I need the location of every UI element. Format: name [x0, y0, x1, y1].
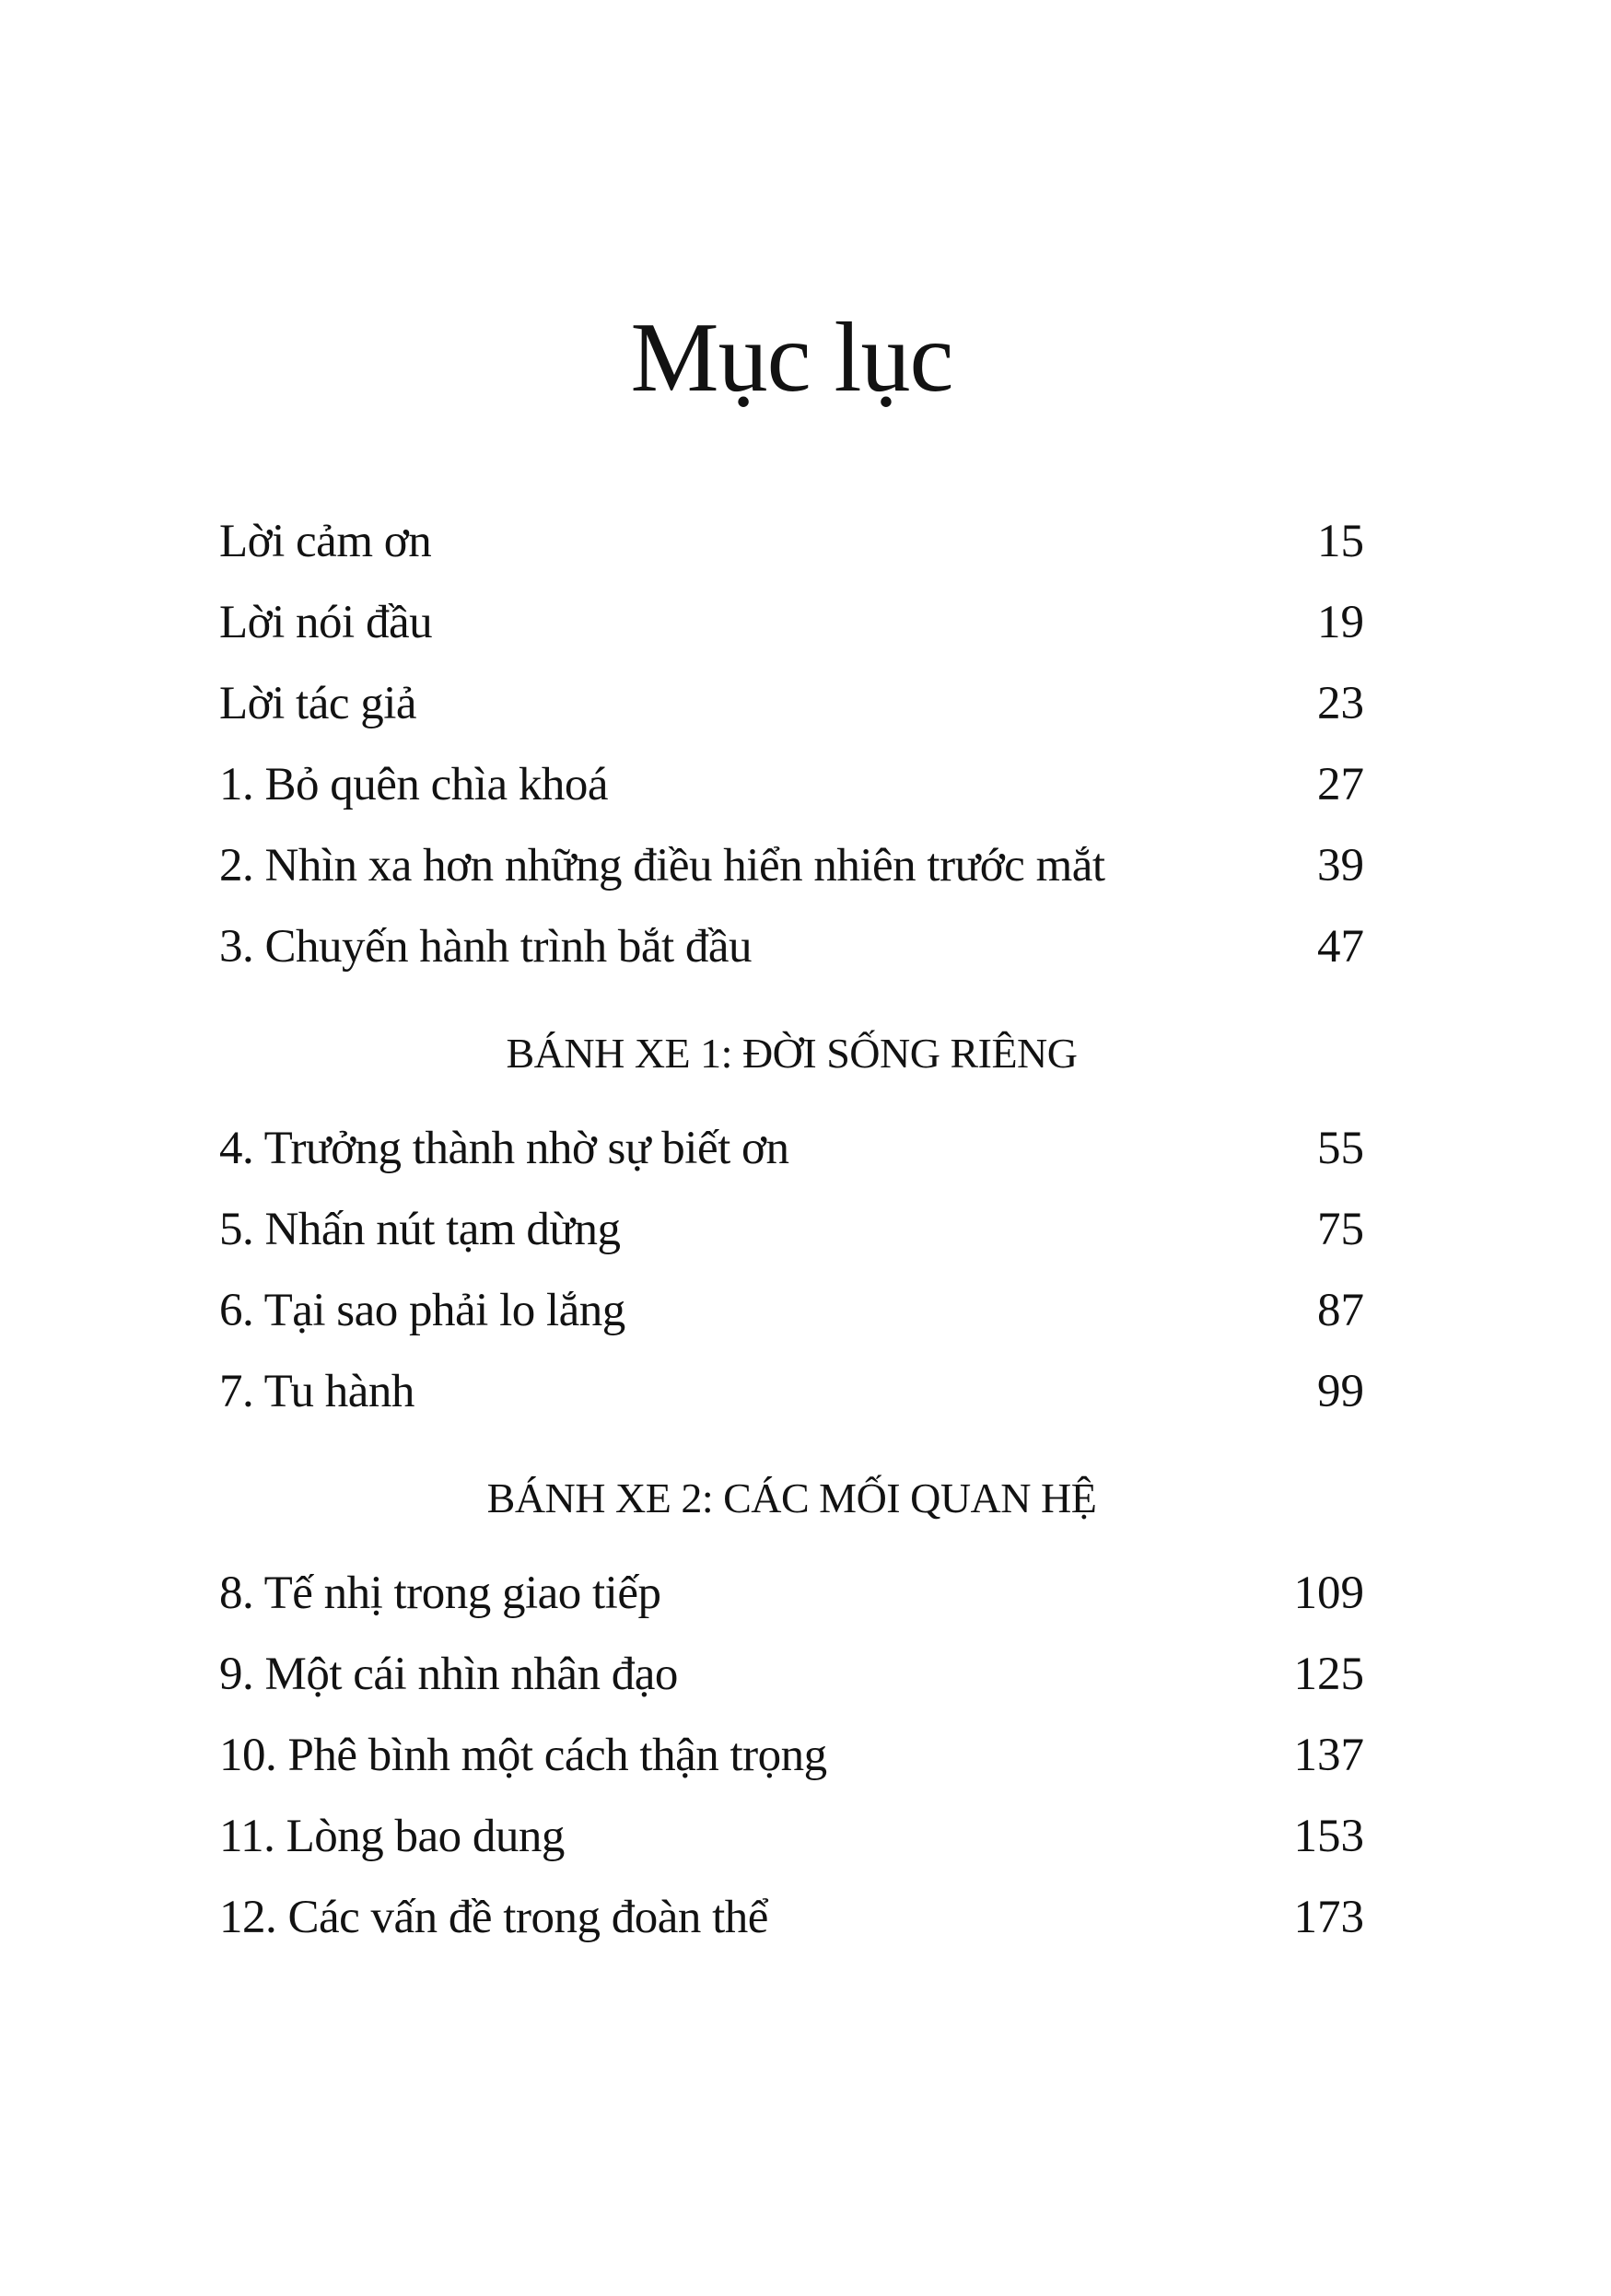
toc-entry — [219, 1367, 1364, 1417]
toc-entry — [219, 1893, 1364, 1943]
toc-entry-page-number: 75 — [1317, 1204, 1364, 1256]
toc-entry-label: 5. Nhấn nút tạm dừng — [219, 1204, 621, 1256]
toc-entry-page-number: 109 — [1293, 1567, 1364, 1619]
toc-entry-label: 1. Bỏ quên chìa khoá — [219, 759, 608, 811]
toc-entry — [219, 517, 1364, 567]
toc-entry-page-number: 87 — [1317, 1285, 1364, 1337]
toc-entry-page-number: 55 — [1317, 1122, 1364, 1174]
toc-entry-page-number: 23 — [1317, 677, 1364, 729]
toc-entry — [219, 922, 1364, 973]
toc-entry-page-number: 173 — [1293, 1892, 1364, 1944]
toc-entry-page-number: 19 — [1317, 596, 1364, 648]
toc-section-header — [219, 1031, 1364, 1077]
toc-entry-page-number: 153 — [1293, 1811, 1364, 1863]
toc-entry-label: 3. Chuyến hành trình bắt đầu — [219, 921, 753, 973]
toc-entry — [219, 1731, 1364, 1781]
toc-section-header — [219, 1475, 1364, 1521]
toc-entry-label: 6. Tại sao phải lo lắng — [219, 1285, 625, 1337]
toc-entry — [219, 1568, 1364, 1619]
toc-entry-label: 10. Phê bình một cách thận trọng — [219, 1730, 827, 1782]
toc-entry-page-number: 39 — [1317, 840, 1364, 892]
toc-entry-label: 2. Nhìn xa hơn những điều hiển nhiên trước mắt — [219, 840, 1105, 892]
toc-entry-page-number: 47 — [1317, 921, 1364, 973]
toc-entry-page-number: 125 — [1293, 1649, 1364, 1700]
toc-entry — [219, 1124, 1364, 1174]
page-title: Mục lục — [630, 303, 953, 413]
toc-entry-label: Lời nói đầu — [219, 596, 433, 648]
toc-entry-label: 9. Một cái nhìn nhân đạo — [219, 1649, 678, 1700]
toc-entry — [219, 1812, 1364, 1862]
toc-entry-page-number: 15 — [1317, 515, 1364, 567]
toc-entry — [219, 1649, 1364, 1700]
toc-entry-label: 12. Các vấn đề trong đoàn thể — [219, 1892, 768, 1944]
toc-entry-page-number: 137 — [1293, 1730, 1364, 1782]
toc-section-label: BÁNH XE 2: CÁC MỐI QUAN HỆ — [486, 1474, 1097, 1522]
toc-entry — [219, 841, 1364, 892]
toc-entry — [219, 679, 1364, 729]
toc-entry-label: Lời cảm ơn — [219, 515, 432, 567]
toc-entry-page-number: 27 — [1317, 759, 1364, 811]
toc-list — [219, 517, 1364, 1944]
toc-entry — [219, 598, 1364, 648]
toc-entry — [219, 1205, 1364, 1255]
toc-entry — [219, 760, 1364, 810]
toc-entry-label: 11. Lòng bao dung — [219, 1811, 565, 1863]
toc-entry-label: Lời tác giả — [219, 677, 417, 729]
toc-entry-label: 7. Tu hành — [219, 1366, 414, 1418]
toc-entry-label: 4. Trưởng thành nhờ sự biết ơn — [219, 1122, 789, 1174]
toc-entry-page-number: 99 — [1317, 1366, 1364, 1418]
toc-entry — [219, 1286, 1364, 1336]
toc-entry-label: 8. Tế nhị trong giao tiếp — [219, 1567, 661, 1619]
toc-section-label: BÁNH XE 1: ĐỜI SỐNG RIÊNG — [506, 1030, 1078, 1078]
